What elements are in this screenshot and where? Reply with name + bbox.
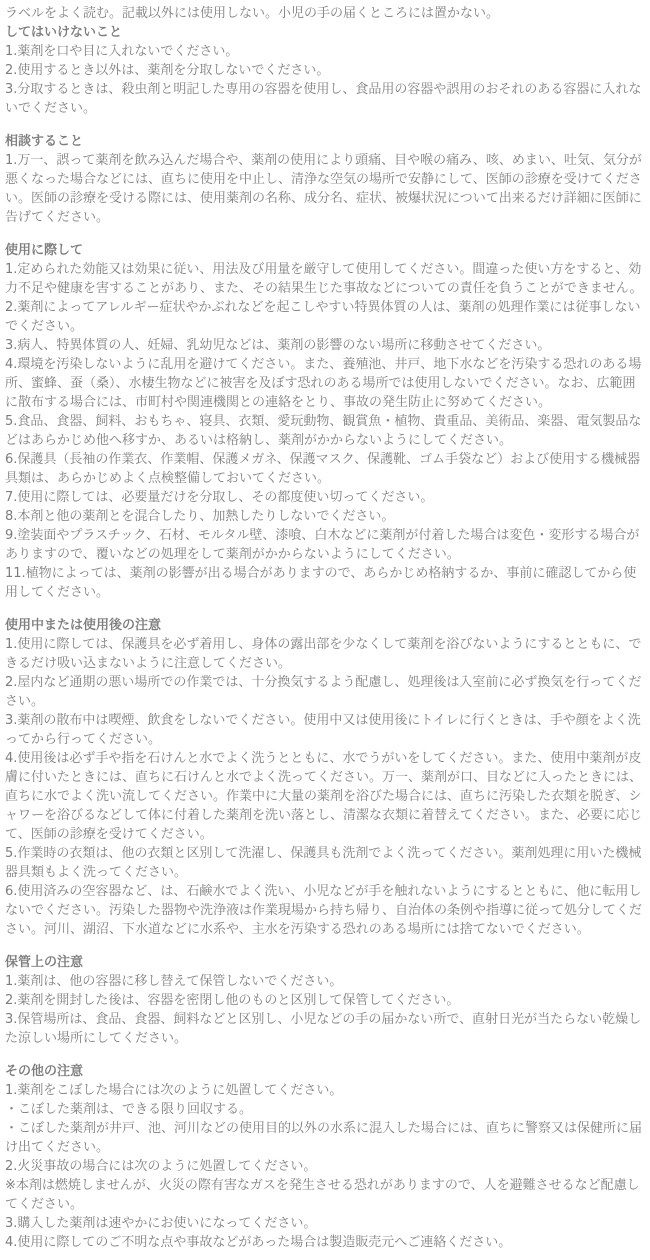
list-item: 5.作業時の衣類は、他の衣類と区別して洗濯し、保護具も洗剤でよく洗ってください。薬剤処理に用いた機械器具類もよく洗ってください。 — [5, 846, 642, 880]
list-item: 2.使用するとき以外は、薬剤を分取しないでください。 — [5, 63, 330, 78]
list-item: 1.薬剤をこぼした場合には次のように処置してください。 — [5, 1083, 343, 1098]
list-item: 3.分取するときは、殺虫剤と明記した専用の容器を使用し、食品用の容器や誤用のおそれのある容器に入れないでください。 — [5, 82, 642, 116]
list-item: 8.本剤と他の薬剤とを混合したり、加熱したりしないでください。 — [5, 509, 395, 524]
list-item: 2.薬剤によってアレルギー症状やかぶれなどを起こしやすい特異体質の人は、薬剤の処理作業には従事しないでください。 — [5, 300, 641, 334]
list-item: 9.塗装面やプラスチック、石材、モルタル壁、漆喰、白木などに薬剤が付着した場合は変色・変形する場合がありますので、覆いなどの処理をして薬剤がかからないようにしてください。 — [5, 528, 640, 562]
section-heading-before-use: 使用に際して — [5, 243, 84, 258]
list-item: 1.薬剤を口や目に入れないでください。 — [5, 44, 239, 59]
intro-line: ラベルをよく読む。記載以外には使用しない。小児の手の届くところには置かない。 — [5, 6, 500, 21]
list-item: 6.使用済みの空容器など、は、石鹸水でよく洗い、小児などが手を触れないようにするとともに、他に転用しないでください。汚染した器物や洗浄液は作業現場から持ち帰り、自治体の条例や指導に従って処分してください。河川、湖沼、下水道などに水系や、主水を汚染する恐れのある場所には捨てないでください。 — [5, 884, 643, 937]
list-item: 3.病人、特異体質の人、妊婦、乳幼児などは、薬剤の影響のない場所に移動させてください。 — [5, 338, 551, 353]
section-consult — [5, 132, 644, 227]
list-item: 4.使用に際してのご不明な点や事故などがあった場合は製造販売元へご連絡ください。 — [5, 1235, 512, 1250]
section-prohibitions — [5, 23, 644, 118]
list-item: 3.薬剤の散布中は喫煙、飲食をしないでください。使用中又は使用後にトイレに行くときは、手や顔をよく洗ってから行ってください。 — [5, 713, 641, 747]
section-heading-prohibitions: してはいけないこと — [5, 25, 123, 40]
list-item: 1.薬剤は、他の容器に移し替えて保管しないでください。 — [5, 974, 343, 989]
list-item: 11.植物によっては、薬剤の影響が出る場合がありますので、あらかじめ格納するか、事前に確認してから使用してください。 — [5, 566, 637, 600]
list-item: 4.環境を汚染しないように乱用を避けてください。また、養殖池、井戸、地下水などを汚染する恐れのある場所、蜜蜂、蚕（桑）、水棲生物などに被害を及ぼす恐れのある場所では使用しないでください。なお、広範囲に散布する場合には、市町村や関連機関との連絡をとり、事故の発生防止に努めてください。 — [5, 357, 642, 410]
list-item: 1.定められた効能又は効果に従い、用法及び用量を厳守して使用してください。間違った使い方をすると、効力不足や健康を害することがあり、また、その結果生じた事故などについての責任を負うことができません。 — [5, 262, 643, 296]
list-item: 1.使用に際しては、保護具を必ず着用し、身体の露出部を少なくして薬剤を浴びないようにするとともに、できるだけ吸い込まないように注意してください。 — [5, 637, 642, 671]
section-during-after-use — [5, 616, 644, 939]
list-item: 4.使用後は必ず手や指を石けんと水でよく洗うとともに、水でうがいをしてください。また、使用中薬剤が皮膚に付いたときには、直ちに石けんと水でよく洗ってください。万一、薬剤が口、目などに入ったときには、直ちに水でよく洗い流してください。作業中に大量の薬剤を浴びた場合には、直ちに汚染した衣類を脱ぎ、シャワーを浴びるなどして体に付着した薬剤を洗い落とし、清潔な衣類に着替えてください。また、必要に応じて、医師の診療を受けてください。 — [5, 751, 643, 842]
list-item: 6.保護具（長袖の作業衣、作業帽、保護メガネ、保護マスク、保護靴、ゴム手袋など）および使用する機械器具類は、あらかじめよく点検整備しておいてください。 — [5, 452, 641, 486]
section-other — [5, 1062, 644, 1252]
list-item: ・こぼした薬剤は、できる限り回収する。 — [5, 1102, 253, 1117]
section-heading-storage: 保管上の注意 — [5, 955, 84, 970]
list-item: 1.万一、誤って薬剤を飲み込んだ場合や、薬剤の使用により頭痛、目や喉の痛み、咳、めまい、吐気、気分が悪くなった場合などには、直ちに使用を中止し、清浄な空気の場所で安静にして、医師の診療を受けてください。医師の診療を受ける際には、使用薬剤の名称、成分名、症状、被爆状況について出来るだけ詳細に医師に告げてください。 — [5, 153, 642, 225]
list-item: ・こぼした薬剤が井戸、池、河川などの使用目的以外の水系に混入した場合には、直ちに警察又は保健所に届け出てください。 — [5, 1121, 643, 1155]
list-item: 3.購入した薬剤は速やかにお使いになってください。 — [5, 1216, 317, 1231]
list-item: 3.保管場所は、食品、食器、飼料などと区別し、小児などの手の届かない所で、直射日光が当たらない乾燥した涼しい場所にしてください。 — [5, 1012, 642, 1046]
list-item: 2.薬剤を開封した後は、容器を密閉し他のものと区別して保管してください。 — [5, 993, 460, 1008]
section-before-use — [5, 241, 644, 602]
section-storage — [5, 953, 644, 1048]
list-item: ※本剤は燃焼しませんが、火災の際有害なガスを発生させる恐れがありますので、人を避難させるなど配慮してください。 — [5, 1178, 640, 1212]
list-item: 5.食品、食器、飼料、おもちゃ、寝具、衣類、愛玩動物、観賞魚・植物、貴重品、美術品、楽器、電気製品などはあらかじめ他へ移すか、あるいは格納し、薬剤がかからないようにしてください。 — [5, 414, 642, 448]
section-heading-during-after-use: 使用中または使用後の注意 — [5, 618, 162, 633]
section-heading-consult: 相談すること — [5, 134, 84, 149]
section-heading-other: その他の注意 — [5, 1064, 84, 1079]
list-item: 7.使用に際しては、必要量だけを分取し、その都度使い切ってください。 — [5, 490, 434, 505]
list-item: 2.火災事故の場合には次のように処置してください。 — [5, 1159, 317, 1174]
list-item: 2.屋内など通期の悪い場所での作業では、十分換気するよう配慮し、処理後は入室前に必ず換気を行ってください。 — [5, 675, 642, 709]
